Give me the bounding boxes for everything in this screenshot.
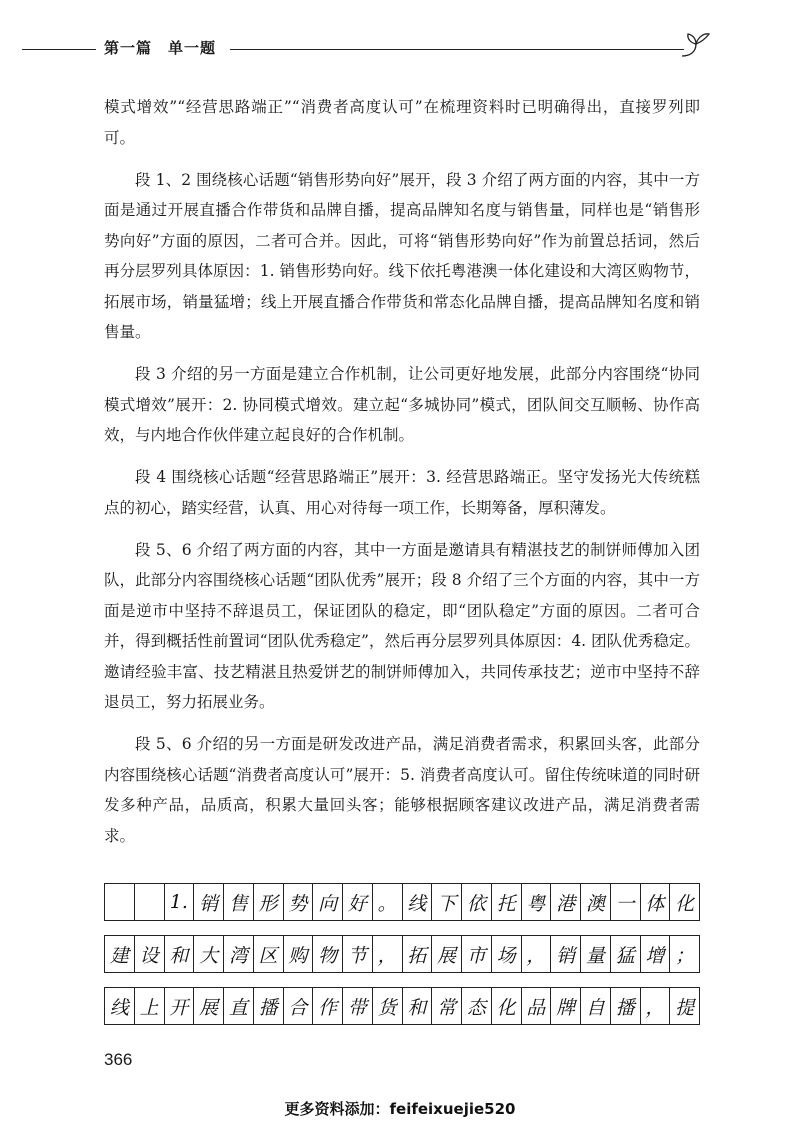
grid-cell: 澳 — [581, 884, 611, 920]
paragraph: 段 4 围绕核心话题“经营思路端正”展开：3. 经营思路端正。坚守发扬光大传统糕点的初心，踏实经营，认真、用心对待每一项工作，长期筹备，厚积薄发。 — [104, 468, 700, 517]
grid-cell: 形 — [254, 884, 284, 920]
paragraph: 模式增效”“经营思路端正”“消费者高度认可”在梳理资料时已明确得出，直接罗列即可。 — [104, 98, 700, 147]
grid-cell: 态 — [462, 988, 492, 1024]
grid-cell: ， — [641, 988, 671, 1024]
grid-cell: 线 — [403, 884, 433, 920]
grid-cell — [135, 884, 165, 920]
grid-cell: 开 — [165, 988, 195, 1024]
grid-cell: ； — [675, 944, 695, 967]
paragraph: 段 1、2 围绕核心话题“销售形势向好”展开，段 3 介绍了两方面的内容，其中一方面是通过开展直播合作带货和品牌自播，提高品牌知名度与销售量，同样也是“销售形势向好”方面的原因，二者可合并。因此，可将“销售形势向好”作为前置总括词，然后再分层罗列具体原因：1. 销售形势向好。线下依托粤港澳一体化建设和大湾区购物节，拓展市场，销量猛增；线上开展直播合作带货和常态化品牌自播，提高品牌知名度和销售量。 — [104, 170, 700, 341]
grid-cell: 粤 — [522, 884, 552, 920]
grid-cell: 1. — [165, 884, 195, 920]
grid-cell: 购 — [284, 936, 314, 972]
grid-cell: 销 — [551, 936, 581, 972]
grid-cell: ， — [522, 936, 552, 972]
grid-cell: 体 — [641, 884, 671, 920]
grid-cell: 增 — [641, 936, 671, 972]
grid-cell: 化 — [675, 892, 695, 915]
footer-note: 更多资料添加：feifeixuejie520 — [284, 1100, 516, 1118]
grid-cell: 湾 — [224, 936, 254, 972]
grid-cell: 和 — [165, 936, 195, 972]
grid-cell: 猛 — [611, 936, 641, 972]
grid-cell: 带 — [343, 988, 373, 1024]
grid-cell: 展 — [194, 988, 224, 1024]
grid-cell: 建 — [105, 936, 135, 972]
grid-cell: 拓 — [403, 936, 433, 972]
grid-cell: 常 — [432, 988, 462, 1024]
paragraph: 段 5、6 介绍的另一方面是研发改进产品，满足消费者需求，积累回头客，此部分内容围绕核心话题“消费者高度认可”展开：5. 消费者高度认可。留住传统味道的同时研发多种产品，品质高，积累大量回头客；能够根据顾客建议改进产品，满足消费者需求。 — [104, 735, 700, 845]
grid-cell: 合 — [284, 988, 314, 1024]
grid-row — [104, 883, 700, 921]
grid-cell: 势 — [284, 884, 314, 920]
grid-cell: 向 — [313, 884, 343, 920]
grid-cell: 提 — [675, 996, 695, 1019]
grid-cell: 一 — [611, 884, 641, 920]
grid-cell: 售 — [224, 884, 254, 920]
paragraph: 段 5、6 介绍了两方面的内容，其中一方面是邀请具有精湛技艺的制饼师傅加入团队，此部分内容围绕核心话题“团队优秀”展开；段 8 介绍了三个方面的内容，其中一方面是逆市中坚持不辞退员工，保证团队的稳定，即“团队稳定”方面的原因。二者可合并，得到概括性前置词“团队优秀稳定”，然后再分层罗列具体原因：4. 团队优秀稳定。邀请经验丰富、技艺精湛且热爱饼艺的制饼师傅加入，共同传承技艺；逆市中坚持不辞退员工，努力拓展业务。 — [104, 540, 700, 711]
grid-cell: 销 — [194, 884, 224, 920]
grid-cell: 线 — [105, 988, 135, 1024]
grid-cell: 牌 — [551, 988, 581, 1024]
grid-cell: 品 — [522, 988, 552, 1024]
grid-cell: 量 — [581, 936, 611, 972]
answer-grid — [104, 883, 700, 1039]
grid-cell: 上 — [135, 988, 165, 1024]
header-rule-right — [230, 49, 684, 50]
grid-row — [104, 987, 700, 1025]
page-number: 366 — [104, 1050, 133, 1069]
grid-cell: 下 — [432, 884, 462, 920]
grid-row — [104, 935, 700, 973]
grid-cell: 货 — [373, 988, 403, 1024]
grid-cell: 大 — [194, 936, 224, 972]
grid-cell: 化 — [492, 988, 522, 1024]
grid-cell: 市 — [462, 936, 492, 972]
grid-cell: 物 — [313, 936, 343, 972]
grid-cell: 播 — [611, 988, 641, 1024]
grid-cell: 节 — [343, 936, 373, 972]
grid-cell: 托 — [492, 884, 522, 920]
grid-cell: 好 — [343, 884, 373, 920]
grid-cell: 场 — [492, 936, 522, 972]
paragraph: 段 3 介绍的另一方面是建立合作机制，让公司更好地发展，此部分内容围绕“协同模式增效”展开：2. 协同模式增效。建立起“多城协同”模式，团队间交互顺畅、协作高效，与内地合作伙伴建立起良好的合作机制。 — [104, 365, 700, 444]
body-text — [104, 92, 700, 863]
grid-cell: 区 — [254, 936, 284, 972]
grid-cell: 港 — [551, 884, 581, 920]
grid-cell — [105, 884, 135, 920]
grid-cell: ， — [373, 936, 403, 972]
grid-cell: 自 — [581, 988, 611, 1024]
grid-cell: 设 — [135, 936, 165, 972]
grid-cell: 播 — [254, 988, 284, 1024]
grid-cell: 展 — [432, 936, 462, 972]
grid-cell: 和 — [403, 988, 433, 1024]
grid-cell: 直 — [224, 988, 254, 1024]
grid-cell: 。 — [373, 884, 403, 920]
grid-cell: 依 — [462, 884, 492, 920]
header-rule-left — [22, 49, 96, 50]
sprout-icon — [678, 30, 714, 60]
page-header — [0, 30, 800, 70]
grid-cell: 作 — [313, 988, 343, 1024]
header-title: 第一篇 单一题 — [104, 39, 217, 57]
